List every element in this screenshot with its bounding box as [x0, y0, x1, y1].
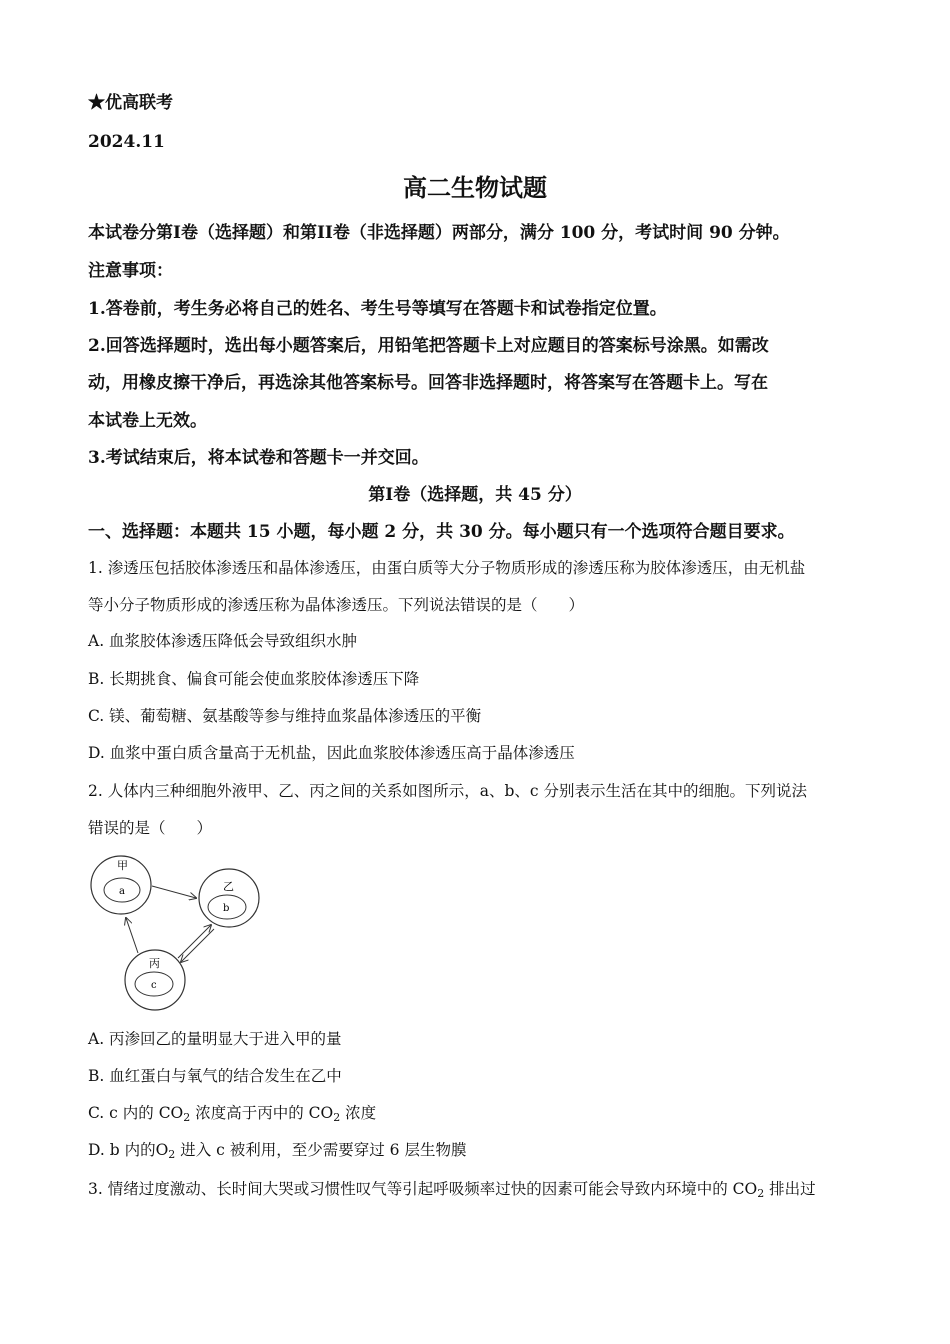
- q1-stem-line-1: 1. 渗透压包括胶体渗透压和晶体渗透压，由蛋白质等大分子物质形成的渗透压称为胶体渗透压，由无机盐: [88, 559, 806, 577]
- body-fluid-diagram: [86, 850, 266, 1015]
- q1-option-d: D. 血浆中蛋白质含量高于无机盐，因此血浆胶体渗透压高于晶体渗透压: [88, 744, 575, 762]
- arrow-bing-to-jia: [126, 918, 138, 953]
- q3-stem-line-1: 3. 情绪过度激动、长时间大哭或习惯性叹气等引起呼吸频率过快的因素可能会导致内环境中的 $CO_2$ 排出过: [88, 1180, 816, 1200]
- q1-option-c: C. 镁、葡萄糖、氨基酸等参与维持血浆晶体渗透压的平衡: [88, 707, 482, 725]
- exam-date: 2024.11: [88, 132, 165, 152]
- notes-heading: 注意事项：: [88, 261, 173, 281]
- q2-option-c: C. c 内的 $CO_2$ 浓度高于丙中的 $CO_2$ 浓度: [88, 1104, 377, 1124]
- intro-text: 本试卷分第I卷（选择题）和第II卷（非选择题）两部分，满分 100 分，考试时间 90 分钟。: [88, 223, 790, 243]
- brand-label: ★优高联考: [88, 93, 173, 113]
- cell-a-label: a: [119, 886, 125, 897]
- cell-c-label: c: [151, 980, 157, 991]
- q2-option-d: D. b 内的$O_2$ 进入 c 被利用，至少需要穿过 6 层生物膜: [88, 1141, 467, 1161]
- label-jia: 甲: [117, 859, 128, 872]
- q2-stem-line-1: 2. 人体内三种细胞外液甲、乙、丙之间的关系如图所示，a、b、c 分别表示生活在其中的细胞。下列说法: [88, 782, 807, 800]
- note-3: 3.考试结束后，将本试卷和答题卡一并交回。: [88, 448, 429, 468]
- arrow-yi-to-bing: [181, 929, 214, 962]
- fluid-jia-node: [91, 856, 151, 914]
- fluid-yi-node: [199, 869, 259, 927]
- q1-option-a: A. 血浆胶体渗透压降低会导致组织水肿: [88, 632, 358, 650]
- arrow-jia-to-yi: [152, 886, 196, 898]
- label-bing: 丙: [149, 957, 160, 970]
- note-1: 1.答卷前，考生务必将自己的姓名、考生号等填写在答题卡和试卷指定位置。: [88, 299, 667, 319]
- q2-option-b: B. 血红蛋白与氧气的结合发生在乙中: [88, 1067, 342, 1085]
- page-title: 高二生物试题: [403, 173, 547, 202]
- cell-b-label: b: [223, 903, 230, 914]
- arrow-bing-to-yi: [178, 925, 211, 958]
- q1-option-b: B. 长期挑食、偏食可能会使血浆胶体渗透压下降: [88, 670, 420, 688]
- q1-stem-line-2: 等小分子物质形成的渗透压称为晶体渗透压。下列说法错误的是（ ）: [88, 596, 585, 614]
- part-title: 第I卷（选择题，共 45 分）: [368, 485, 582, 505]
- section-heading: 一、选择题：本题共 15 小题，每小题 2 分，共 30 分。每小题只有一个选项符合题目要求。: [88, 522, 795, 542]
- note-2-line-1: 2.回答选择题时，选出每小题答案后，用铅笔把答题卡上对应题目的答案标号涂黑。如需改: [88, 336, 769, 356]
- q2-option-a: A. 丙渗回乙的量明显大于进入甲的量: [88, 1030, 342, 1048]
- label-yi: 乙: [223, 880, 234, 893]
- note-2-line-2: 动，用橡皮擦干净后，再选涂其他答案标号。回答非选择题时，将答案写在答题卡上。写在: [88, 373, 768, 393]
- q2-stem-line-2: 错误的是（ ）: [88, 819, 213, 837]
- note-2-line-3: 本试卷上无效。: [88, 411, 207, 431]
- fluid-bing-node: [125, 950, 185, 1010]
